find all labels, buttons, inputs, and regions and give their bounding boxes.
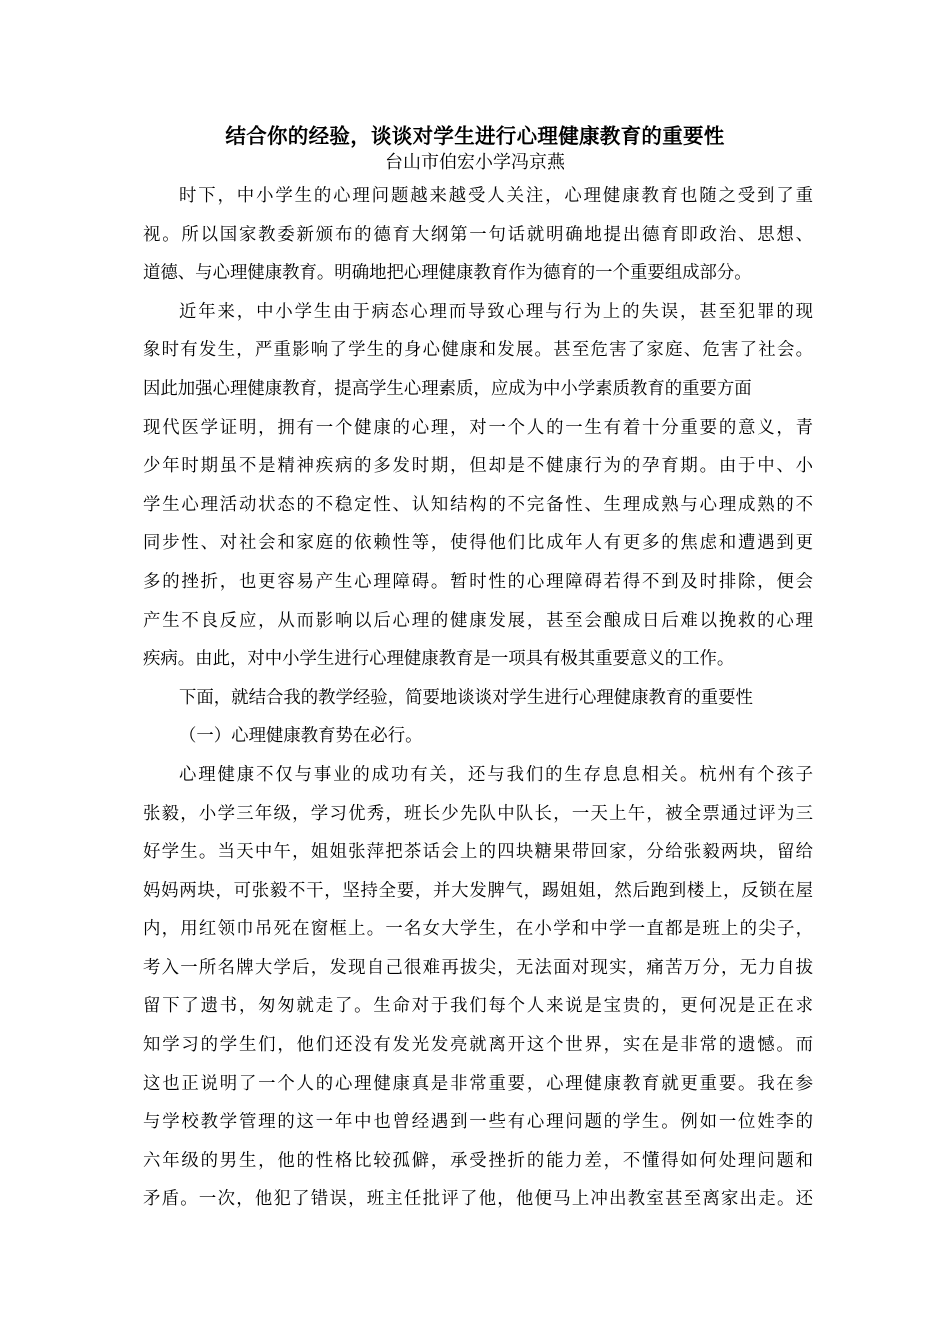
text-line: 近年来，中小学生由于病态心理而导致心理与行为上的失误，甚至犯罪的现 [179,301,813,322]
text-line: 多的挫折，也更容易产生心理障碍。暂时性的心理障碍若得不到及时排除，便会 [143,571,813,592]
text-line: 好学生。当天中午，姐姐张萍把茶话会上的四块糖果带回家，分给张毅两块，留给 [143,842,813,863]
text-line: 矛盾。一次，他犯了错误，班主任批评了他，他便马上冲出教室甚至离家出走。还 [143,1189,813,1210]
text-line: 心理健康不仅与事业的成功有关，还与我们的生存息息相关。杭州有个孩子 [179,764,813,785]
text-line: 知学习的学生们，他们还没有发光发亮就离开这个世界，实在是非常的遗憾。而 [143,1035,813,1056]
text-line: 与学校教学管理的这一年中也曾经遇到一些有心理问题的学生。例如一位姓李的 [143,1112,813,1133]
text-line: 妈妈两块，可张毅不干，坚持全要，并大发脾气，踢姐姐，然后跑到楼上，反锁在屋 [143,880,813,901]
text-line: 学生心理活动状态的不稳定性、认知结构的不完备性、生理成熟与心理成熟的不 [143,494,813,515]
text-line: 下面，就结合我的教学经验，简要地谈谈对学生进行心理健康教育的重要性 [179,687,753,708]
document-body [143,177,813,1219]
text-line: 张毅，小学三年级，学习优秀，班长少先队中队长，一天上午，被全票通过评为三 [143,803,813,824]
text-line: 同步性、对社会和家庭的依赖性等，使得他们比成年人有更多的焦虑和遭遇到更 [143,533,813,554]
text-line: 时下，中小学生的心理问题越来越受人关注，心理健康教育也随之受到了重 [179,186,813,206]
text-line: 六年级的男生，他的性格比较孤僻，承受挫折的能力差，不懂得如何处理问题和 [143,1150,813,1171]
text-line: 考入一所名牌大学后，发现自己很难再拔尖，无法面对现实，痛苦万分，无力自拔 [143,957,813,978]
document-title: 结合你的经验，谈谈对学生进行心理健康教育的重要性 [225,124,725,148]
text-line: 疾病。由此，对中小学生进行心理健康教育是一项具有极其重要意义的工作。 [143,649,735,670]
text-line: 留下了遗书，匆匆就走了。生命对于我们每个人来说是宝贵的，更何况是正在求 [143,996,813,1017]
text-line: 视。所以国家教委新颁布的德育大纲第一句话就明确地提出德育即政治、思想、 [143,224,813,245]
text-line: 象时有发生，严重影响了学生的身心健康和发展。甚至危害了家庭、危害了社会。 [143,340,813,361]
text-line: 道德、与心理健康教育。明确地把心理健康教育作为德育的一个重要组成部分。 [143,263,752,284]
text-line: 少年时期虽不是精神疾病的多发时期，但却是不健康行为的孕育期。由于中、小 [143,456,813,477]
text-line: 现代医学证明，拥有一个健康的心理，对一个人的一生有着十分重要的意义，青 [143,417,813,438]
document-author: 台山市伯宏小学冯京燕 [385,152,565,173]
text-line: 产生不良反应，从而影响以后心理的健康发展，甚至会酿成日后难以挽救的心理 [143,610,813,631]
section-heading: （一）心理健康教育势在必行。 [179,726,423,747]
text-line: 这也正说明了一个人的心理健康真是非常重要，心理健康教育就更重要。我在参 [143,1073,813,1094]
text-line: 因此加强心理健康教育，提高学生心理素质，应成为中小学素质教育的重要方面 [143,378,752,399]
text-line: 内，用红领巾吊死在窗框上。一名女大学生，在小学和中学一直都是班上的尖子， [143,919,813,940]
